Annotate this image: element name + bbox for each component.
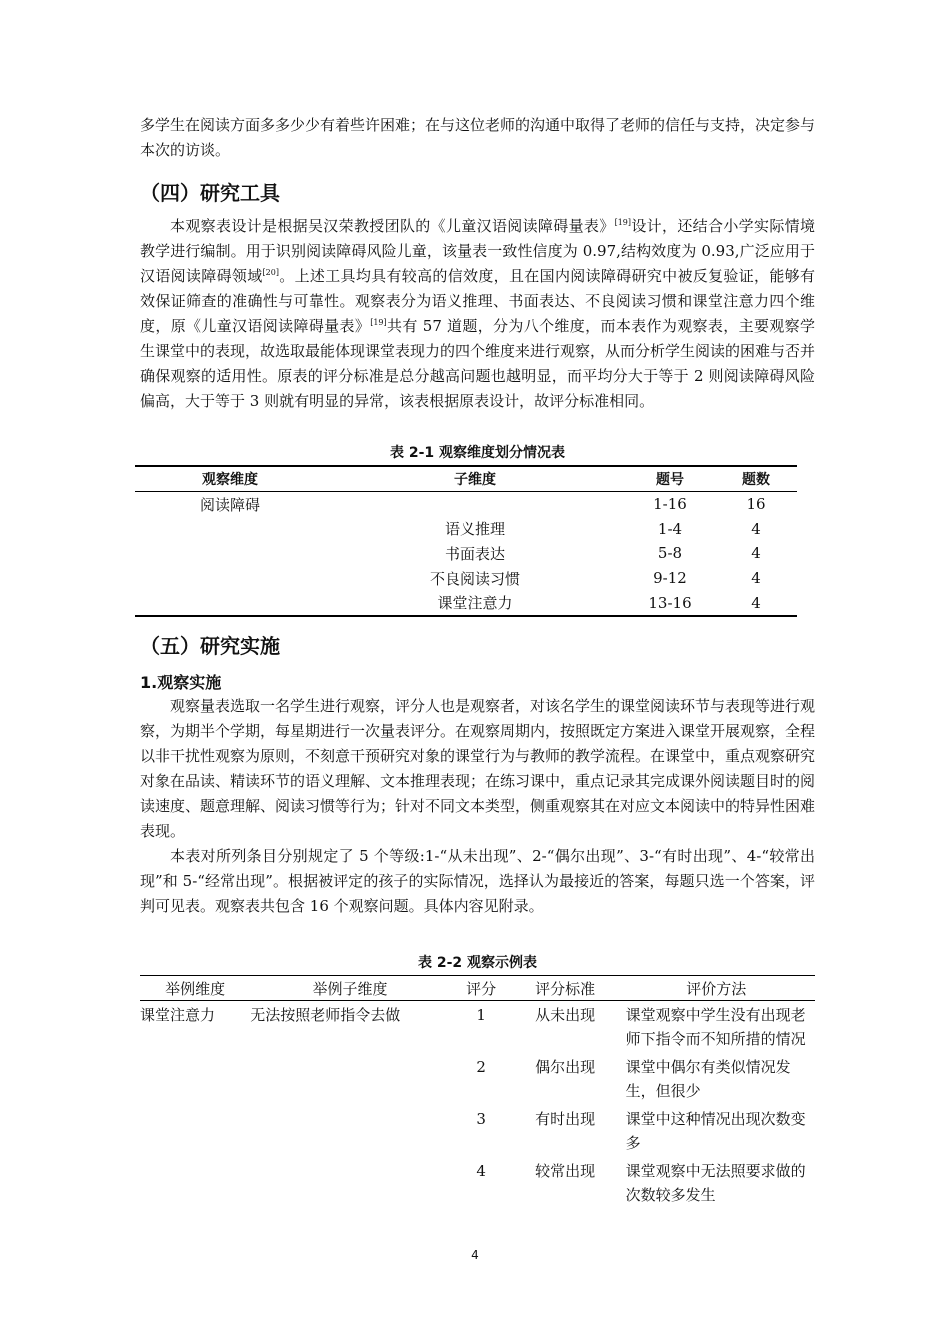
table-cell: 4 [476, 1162, 486, 1180]
table-cell: 16 [746, 495, 766, 514]
column-header: 评分标准 [535, 979, 596, 998]
page-number: 4 [471, 1248, 479, 1262]
table-cell [250, 1053, 449, 1105]
table-row [135, 590, 797, 616]
table-cell: 课堂观察中无法照要求做的次数较多发生 [625, 1162, 806, 1204]
table-cell: 2 [476, 1058, 486, 1076]
column-header: 子维度 [454, 472, 496, 488]
table-cell: 4 [751, 569, 761, 588]
table-cell: 5-8 [657, 544, 683, 563]
table-cell: 课堂注意力 [140, 1006, 216, 1024]
table-cell: 课堂中这种情况出现次数变多 [625, 1110, 806, 1152]
table-row [140, 1105, 815, 1157]
table-cell: 1 [476, 1006, 486, 1024]
column-header: 题数 [742, 472, 770, 488]
citation-ref: [20] [262, 268, 279, 277]
table-cell: 阅读障碍 [199, 495, 260, 514]
table-cell [135, 566, 325, 591]
table-cell [135, 517, 325, 542]
subsection-heading: 1.观察实施 [140, 673, 222, 692]
table-cell [140, 1105, 250, 1157]
table-cell: 3 [476, 1110, 486, 1128]
table-row [140, 1053, 815, 1105]
table-cell: 4 [751, 544, 761, 563]
paragraph-research-tool [140, 214, 815, 414]
table-cell: 语义推理 [444, 520, 505, 539]
text-run: 。上述工具均具有较高的信效度，且在国内阅读障碍研究中被反复验证，能够有效保证筛查的准确性与可靠性。观察表分为语义推理、书面表达、不良阅读习惯和课堂注意力四个维度，原《儿童汉语阅读障碍量表》 [140, 267, 815, 335]
paragraph-rating-levels: 本表对所列条目分别规定了 5 个等级:1-“从未出现”、2-“偶尔出现”、3-“有时出现”、4-“较常出现”和 5-“经常出现”。根据被评定的孩子的实际情况，选择认为最接近的答案，每题只选一个答案，评判可见表。观察表共包含 16 个观察问题。具体内容见附录。 [140, 847, 815, 915]
column-header: 评价方法 [686, 979, 747, 998]
observation-example-table [140, 975, 815, 1209]
table-caption-2-1: 表 2-1 观察维度划分情况表 [389, 445, 566, 461]
table-row [135, 517, 797, 542]
table-cell [135, 541, 325, 566]
table-row [135, 492, 797, 517]
table-cell: 13-16 [648, 593, 692, 612]
column-header: 举例维度 [165, 979, 226, 998]
table-row [140, 1001, 815, 1054]
table-cell: 不良阅读习惯 [429, 569, 520, 588]
table-cell [140, 1053, 250, 1105]
table-cell [250, 1105, 449, 1157]
table-cell: 4 [751, 519, 761, 538]
section-heading-4: （四）研究工具 [140, 181, 280, 205]
table-row [140, 1157, 815, 1209]
table-header-row [135, 466, 797, 492]
text-run: 本观察表设计是根据吴汉荣教授团队的《儿童汉语阅读障碍量表》 [170, 217, 615, 235]
section-heading-5: （五）研究实施 [140, 634, 280, 658]
column-header: 举例子维度 [312, 979, 388, 998]
column-header: 题号 [656, 472, 684, 488]
text-run: 设计，还结合小学实际情境教学进行编制。用于识别阅读障碍风险儿童，该量表一致性信度为 0.97,结构效度为 0.93,广泛应用于汉语阅读障碍领域 [140, 217, 815, 285]
table-row [135, 541, 797, 566]
citation-ref: [19] [614, 218, 632, 227]
table-cell [250, 1157, 449, 1209]
table-cell [325, 492, 625, 517]
table-cell [140, 1157, 250, 1209]
column-header: 观察维度 [202, 472, 258, 488]
table-cell: 1-16 [653, 495, 687, 514]
text-run: 共有 57 道题，分为八个维度，而本表作为观察表，主要观察学生课堂中的表现，故选取最能体现课堂表现力的四个维度来进行观察，从而分析学生阅读的困难与否并确保观察的适用性。原表的评分标准是总分越高问题也越明显，而平均分大于等于 2 则阅读障碍风险偏高，大于等于 3 则就有明显的异常，该表根据原表设计，故评分标准相同。 [140, 317, 816, 410]
table-cell [135, 590, 325, 616]
dimension-table [135, 465, 797, 617]
table-cell: 1-4 [657, 519, 683, 538]
column-header: 评分 [466, 979, 497, 998]
table-caption-2-2: 表 2-2 观察示例表 [417, 955, 538, 971]
table-cell: 书面表达 [444, 544, 505, 563]
table-cell: 无法按照老师指令去做 [250, 1006, 401, 1024]
table-cell: 有时出现 [535, 1110, 596, 1128]
table-header-row [140, 976, 815, 1001]
table-cell: 4 [751, 593, 761, 612]
table-cell: 课堂观察中学生没有出现老师下指令而不知所措的情况 [625, 1006, 806, 1048]
paragraph-continued: 多学生在阅读方面多多少少有着些许困难；在与这位老师的沟通中取得了老师的信任与支持，决定参与本次的访谈。 [140, 116, 816, 159]
paragraph-observation: 观察量表选取一名学生进行观察，评分人也是观察者，对该名学生的课堂阅读环节与表现等进行观察，为期半个学期，每星期进行一次量表评分。在观察周期内，按照既定方案进入课堂开展观察，全程以非干扰性观察为原则，不刻意干预研究对象的课堂行为与教师的教学流程。在课堂中，重点观察研究对象在品读、精读环节的语义理解、文本推理表现；在练习课中，重点记录其完成课外阅读题目时的阅读速度、题意理解、阅读习惯等行为；针对不同文本类型，侧重观察其在对应文本阅读中的特异性困难表现。 [140, 697, 816, 840]
table-cell: 从未出现 [535, 1006, 596, 1024]
table-cell: 课堂注意力 [437, 594, 513, 613]
table-cell: 课堂中偶尔有类似情况发生，但很少 [625, 1058, 791, 1100]
table-cell: 偶尔出现 [535, 1058, 596, 1076]
citation-ref: [19] [370, 318, 387, 327]
table-row [135, 566, 797, 591]
table-cell: 9-12 [653, 569, 687, 588]
table-cell: 较常出现 [535, 1162, 596, 1180]
